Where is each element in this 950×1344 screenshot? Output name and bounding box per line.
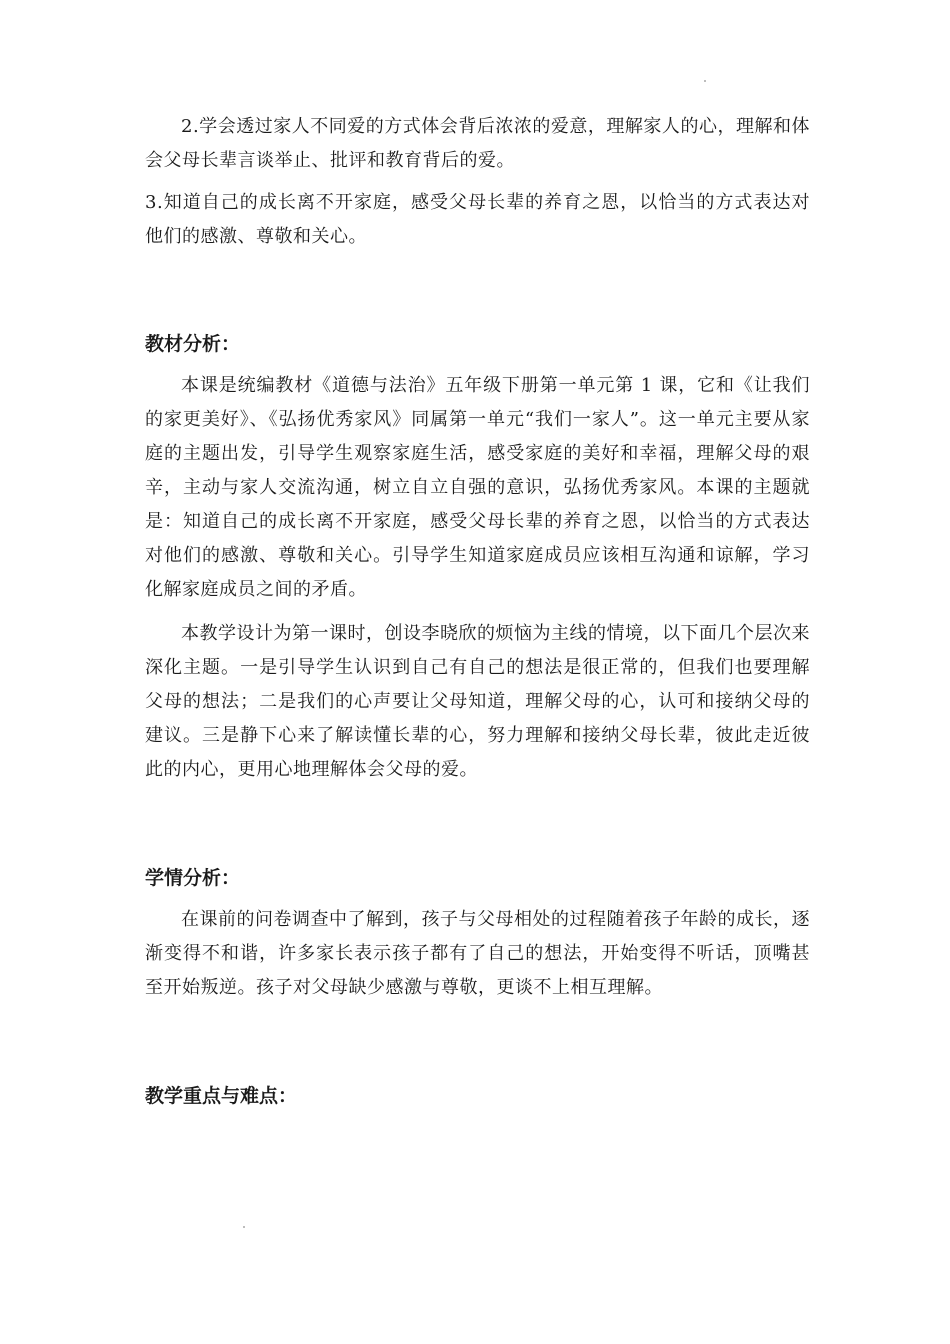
objective-item-2: 2.学会透过家人不同爱的方式体会背后浓浓的爱意，理解家人的心，理解和体会父母长辈言谈举止、批评和教育背后的爱。 [145,116,810,171]
page-mark-top [704,80,706,82]
objective-item-3: 3.知道自己的成长离不开家庭，感受父母长辈的养育之恩，以恰当的方式表达对他们的感激、尊敬和关心。 [145,192,810,247]
learner-analysis-paragraph: 在课前的问卷调查中了解到，孩子与父母相处的过程随着孩子年龄的成长，逐渐变得不和谐，许多家长表示孩子都有了自己的想法，开始变得不听话，顶嘴甚至开始叛逆。孩子对父母缺少感激与尊敬，更谈不上相互理解。 [145,909,810,998]
document-page [145,110,810,1113]
page-mark-bottom [243,1226,245,1228]
key-points-heading: 教学重点与难点： [145,1085,298,1107]
textbook-analysis-paragraph-1: 本课是统编教材《道德与法治》五年级下册第一单元第 1 课，它和《让我们 的家更美好》、《弘扬优秀家风》同属第一单元“我们一家人”。这一单元主要从家庭的主题出发，引导学生观察家庭生活，感受家庭的美好和幸福，理解父母的艰辛，主动与家人交流沟通，树立自立自强的意识，弘扬优秀家风。本课的主题就是：知道自己的成长离不开家庭，感受父母长辈的养育之恩，以恰当的方式表达对他们的感激、尊敬和关心。引导学生知道家庭成员应该相互沟通和谅解，学习化解家庭成员之间的矛盾。 [145,375,810,600]
textbook-analysis-heading: 教材分析： [145,333,241,355]
textbook-analysis-paragraph-2: 本教学设计为第一课时，创设李晓欣的烦恼为主线的情境，以下面几个层次来深化主题。一是引导学生认识到自己有自己的想法是很正常的，但我们也要理解父母的想法；二是我们的心声要让父母知道，理解父母的心，认可和接纳父母的建议。三是静下心来了解读懂长辈的心，努力理解和接纳父母长辈，彼此走近彼此的内心，更用心地理解体会父母的爱。 [145,623,810,780]
learner-analysis-heading: 学情分析： [145,867,241,889]
